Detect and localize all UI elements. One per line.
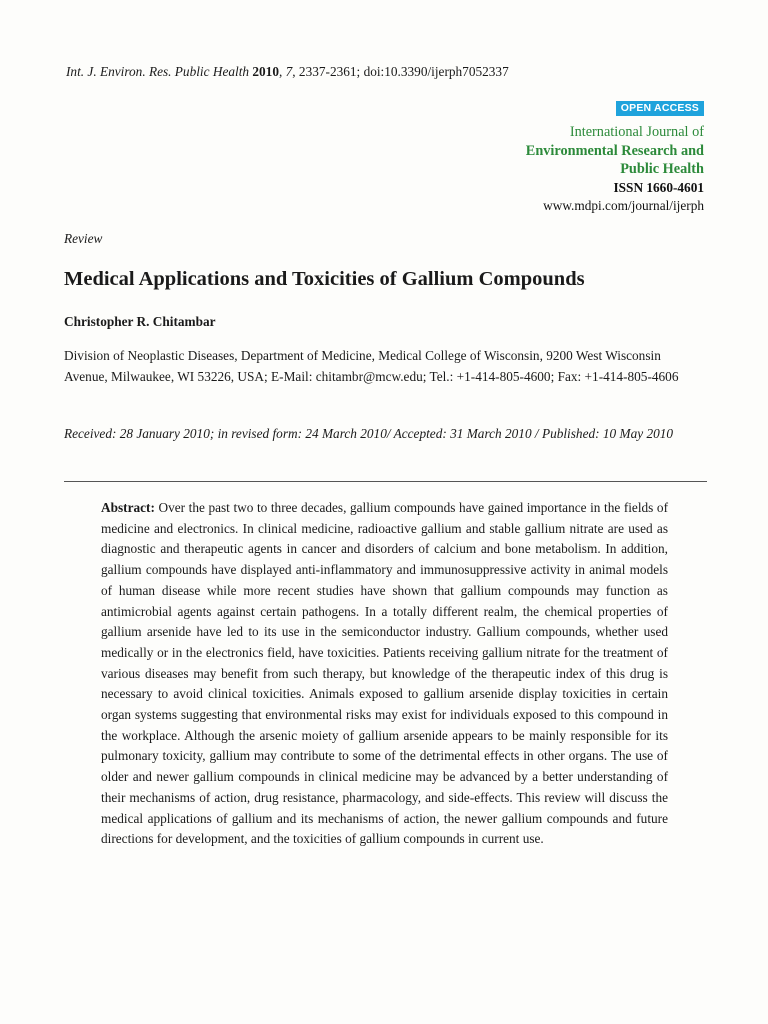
citation-year: 2010: [252, 64, 279, 79]
author-name: Christopher R. Chitambar: [64, 314, 216, 329]
citation-line: Int. J. Environ. Res. Public Health 2010, 7, 2337-2361; doi:10.3390/ijerph7052337: [66, 64, 509, 79]
author-affiliation: Division of Neoplastic Diseases, Department of Medicine, Medical College of Wisconsin, 9200 West Wisconsin Avenue, Milwaukee, WI 53226, USA; E-Mail: chitambr@mcw.edu; Tel.: +1-414-805-4600; Fax: +1-414-805-4606: [64, 348, 679, 384]
journal-issn: ISSN 1660-4601: [613, 179, 704, 195]
journal-info: [526, 123, 704, 216]
paper-title: Medical Applications and Toxicities of Gallium Compounds: [64, 268, 585, 290]
citation-volume: 7: [285, 64, 293, 79]
journal-abbrev: Int. J. Environ. Res. Public Health: [66, 64, 250, 79]
journal-url: www.mdpi.com/journal/ijerph: [543, 198, 704, 213]
open-access-badge: OPEN ACCESS: [616, 101, 704, 116]
section-divider: [64, 481, 707, 482]
publication-dates: Received: 28 January 2010; in revised form: 24 March 2010/ Accepted: 31 March 2010 / Published: 10 May 2010: [64, 426, 674, 441]
abstract-label: Abstract:: [101, 500, 155, 515]
article-type: Review: [64, 231, 103, 246]
journal-name-line3: Public Health: [620, 161, 704, 177]
journal-name-line2: Environmental Research and: [525, 142, 704, 159]
abstract-text: Over the past two to three decades, gallium compounds have gained importance in the fields of medicine and electronics. In clinical medicine, radioactive gallium and stable gallium nitrate are used as diagnostic and therapeutic agents in cancer and disorders of calcium and bone metabolism. In addition, gallium compounds have displayed anti-inflammatory and immunosuppressive activity in animal models of human disease while more recent studies have shown that gallium compounds may function as antimicrobial agents against certain pathogens. In a totally different realm, the chemical properties of gallium arsenide have led to its use in the semiconductor industry. Gallium compounds, whether used medically or in the electronics field, have toxicities. Patients receiving gallium nitrate for the treatment of various diseases may benefit from such therapy, but knowledge of the therapeutic index of this drug is necessary to avoid clinical toxicities. Animals exposed to gallium arsenide display toxicities in certain organ systems suggesting that environmental risks may exist for individuals exposed to this compound in the workplace. Although the arsenic moiety of gallium arsenide appears to be mainly responsible for its pulmonary toxicity, gallium may contribute to some of the detrimental effects in other organs. The use of older and newer gallium compounds in clinical medicine may be advanced by a better understanding of their mechanisms of action, drug resistance, pharmacology, and side-effects. This review will discuss the medical applications of gallium and its mechanisms of action, the newer gallium compounds and future directions for development, and the toxicities of gallium compounds in current use.: [101, 500, 668, 847]
abstract: [101, 498, 668, 850]
journal-name-line1: International Journal of: [569, 124, 704, 140]
citation-pages-doi: , 2337-2361; doi:10.3390/ijerph7052337: [292, 64, 509, 79]
